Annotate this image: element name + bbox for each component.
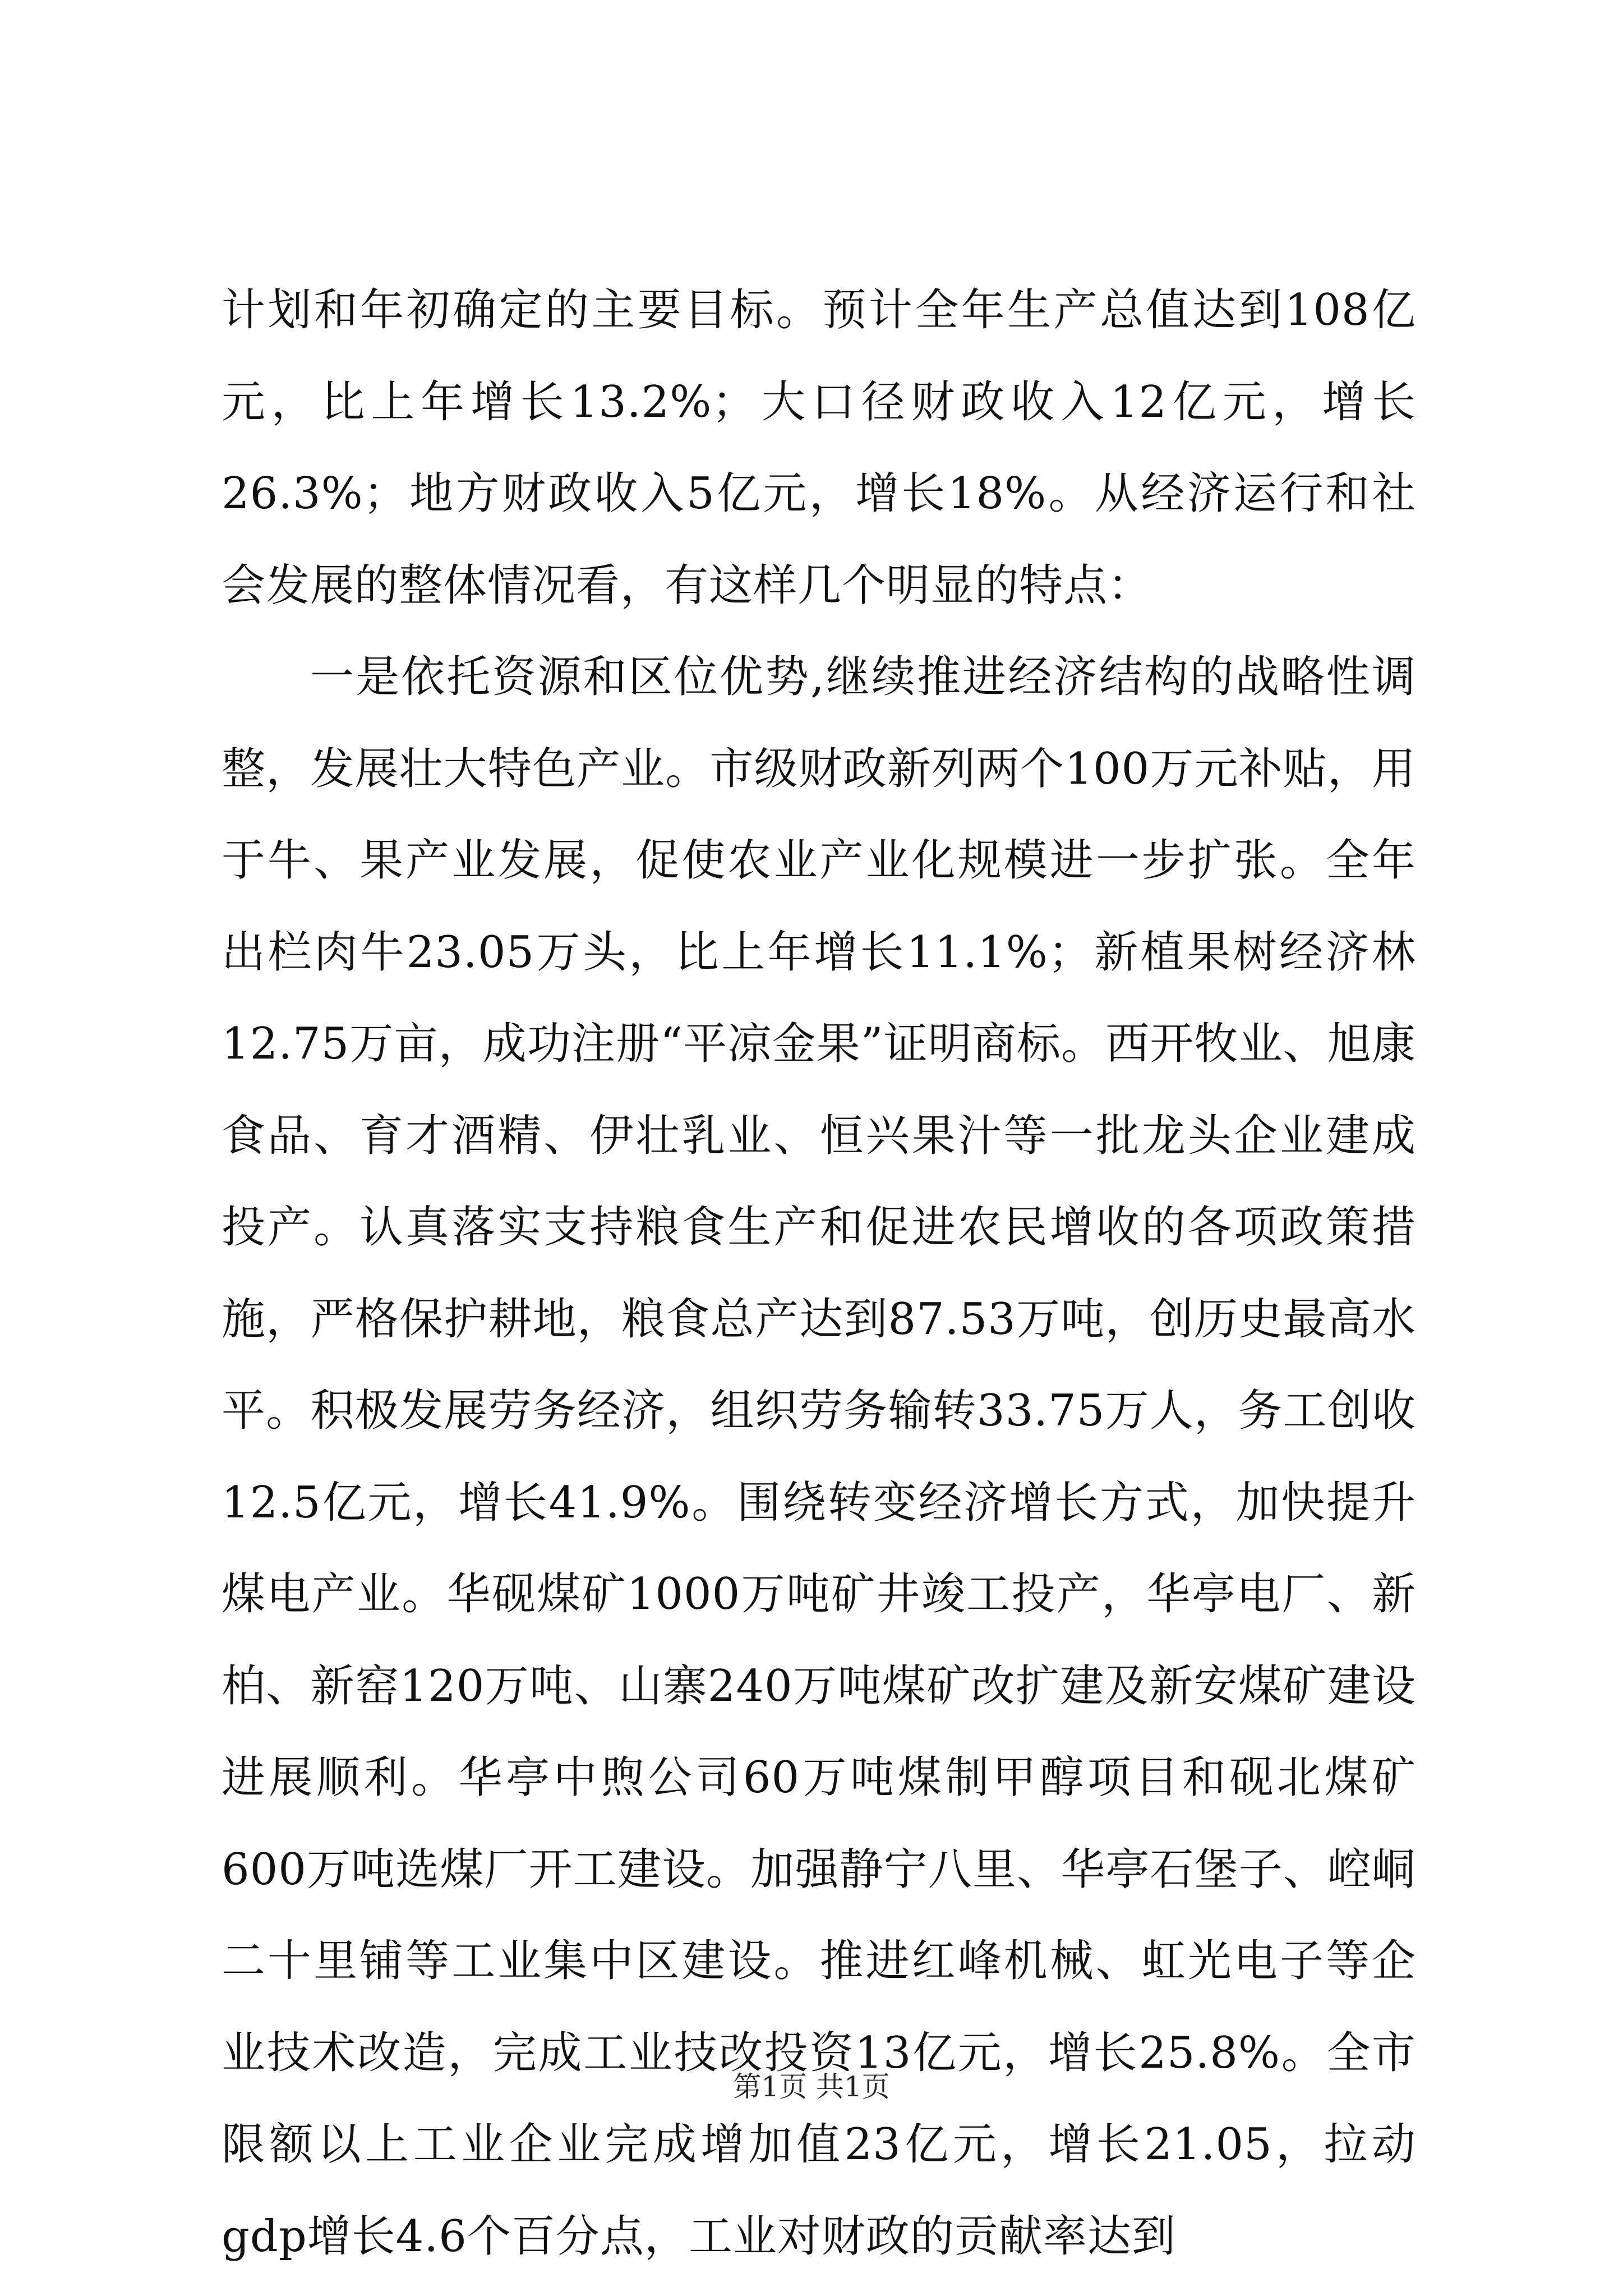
paragraph-1: 计划和年初确定的主要目标。预计全年生产总值达到108亿元，比上年增长13.2%；大口径财政收入12亿元，增长26.3%；地方财政收入5亿元，增长18%。从经济运行和社会发展的整体情况看，有这样几个明显的特点： <box>222 285 1416 611</box>
paragraph-2: 一是依托资源和区位优势,继续推进经济结构的战略性调整，发展壮大特色产业。市级财政新列两个100万元补贴，用于牛、果产业发展，促使农业产业化规模进一步扩张。全年出栏肉牛23.05万头，比上年增长11.1%；新植果树经济林12.75万亩，成功注册“平凉金果”证明商标。西开牧业、旭康食品、育才酒精、伊壮乳业、恒兴果汁等一批龙头企业建成投产。认真落实支持粮食生产和促进农民增收的各项政策措施，严格保护耕地，粮食总产达到87.53万吨，创历史最高水平。积极发展劳务经济，组织劳务输转33.75万人，务工创收12.5亿元，增长41.9%。围绕转变经济增长方式，加快提升煤电产业。华砚煤矿1000万吨矿井竣工投产，华亭电厂、新柏、新窑120万吨、山寨240万吨煤矿改扩建及新安煤矿建设进展顺利。华亭中煦公司60万吨煤制甲醇项目和砚北煤矿600万吨选煤厂开工建设。加强静宁八里、华亭石堡子、崆峒二十里铺等工业集中区建设。推进红峰机械、虹光电子等企业技术改造，完成工业技改投资13亿元，增长25.8%。全市限额以上工业企业完成增加值23亿元，增长21.05，拉动gdp增长4.6个百分点，工业对财政的贡献率达到 <box>222 652 1416 2262</box>
document-body <box>222 265 1416 2283</box>
page-footer: 第1页 共1页 <box>733 2070 890 2103</box>
